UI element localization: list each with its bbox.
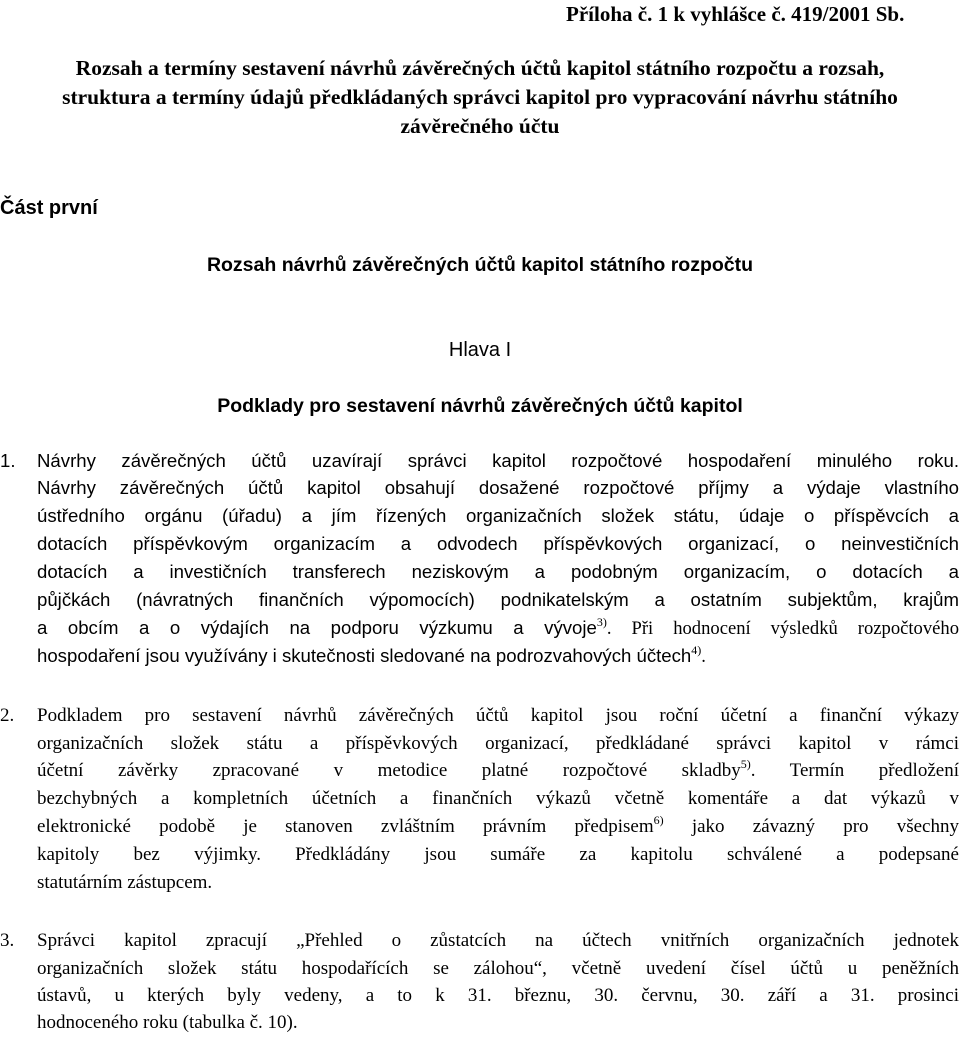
document-title-line-1: Rozsah a termíny sestavení návrhů závěrečných účtů kapitol státního rozpočtu a rozsah, [75,56,885,80]
text-run: jako závazný pro všechny [663,816,959,837]
paragraph-3-line: hodnoceného roku (tabulka č. 10). [37,1012,298,1033]
paragraph-2-line: Podkladem pro sestavení návrhů závěrečných účtů kapitol jsou roční účetní a finanční výkazy [37,705,959,726]
paragraph-1-line: půjčkách (návratných finančních výpomocích) podnikatelským a ostatním subjektům, krajům [37,589,959,610]
paragraph-1-line: ústředního orgánu (úřadu) a jím řízených organizačních složek státu, údaje o příspěvcích a [37,505,959,526]
document-title-line-2: struktura a termíny údajů předkládaných správci kapitol pro vypracování návrhu státního [62,85,898,109]
paragraph-1-line: Návrhy závěrečných účtů kapitol obsahují dosažené rozpočtové příjmy a výdaje vlastního [37,477,959,498]
text-run: elektronické podobě je stanoven zvláštním právním předpisem [37,816,654,837]
text-run: účetní závěrky zpracované v metodice platné rozpočtové skladby [37,760,741,781]
paragraph-3-line: ústavů, u kterých byly vedeny, a to k 31. březnu, 30. červnu, 30. září a 31. prosinci [37,985,959,1006]
paragraph-2-number: 2. [0,705,15,726]
chapter-label: Hlava I [448,339,512,361]
paragraph-2-line: statutárním zástupcem. [37,872,213,893]
paragraph-2-line: organizačních složek státu a příspěvkových organizací, předkládané správci kapitol v rámci [37,733,959,754]
footnote-ref-6: 6) [653,812,664,827]
footnote-ref-3: 3) [596,614,607,629]
paragraph-1-line: dotacích příspěvkovým organizacím a odvodech příspěvkových organizací, o neinvestičních [37,533,959,554]
paragraph-1-number: 1. [0,450,16,471]
paragraph-1-line: Návrhy závěrečných účtů uzavírají správci kapitol rozpočtové hospodaření minulého roku. [37,450,959,471]
text-run: a obcím a o výdajích na podporu výzkumu a vývoje [37,617,597,638]
chapter-heading: Podklady pro sestavení návrhů závěrečných účtů kapitol [217,395,743,417]
paragraph-3-line: Správci kapitol zpracují „Přehled o zůstatcích na účtech vnitřních organizačních jednotek [37,930,959,951]
paragraph-2-line: bezchybných a kompletních účetních a finančních výkazů včetně komentáře a dat výkazů v [37,788,959,809]
paragraph-3-line: organizačních složek státu hospodařících se zálohou“, včetně uvedení čísel účtů u peněžních [37,958,959,979]
text-run: . Termín předložení [750,760,959,781]
footnote-ref-4: 4) [691,642,702,657]
text-run: . [701,646,706,667]
part-label: Část první [0,197,98,219]
annex-reference: Příloha č. 1 k vyhlášce č. 419/2001 Sb. [566,2,905,26]
footnote-ref-5: 5) [740,756,751,771]
paragraph-2-line [37,756,959,782]
part-heading: Rozsah návrhů závěrečných účtů kapitol státního rozpočtu [206,254,754,276]
text-run: hospodaření jsou využívány i skutečnosti sledované na podrozvahových účtech [37,645,692,666]
paragraph-1-line [37,642,959,668]
paragraph-2-line [37,812,959,838]
paragraph-2-line: kapitoly bez výjimky. Předkládány jsou sumáře za kapitolu schválené a podepsané [37,844,959,865]
paragraph-1-line: dotacích a investičních transferech neziskovým a podobným organizacím, o dotacích a [37,561,959,582]
document-title-line-3: závěrečného účtu [400,114,560,138]
text-run: . Při hodnocení výsledků rozpočtového [606,618,959,639]
paragraph-3-number: 3. [0,930,15,951]
paragraph-1-line [37,614,959,640]
